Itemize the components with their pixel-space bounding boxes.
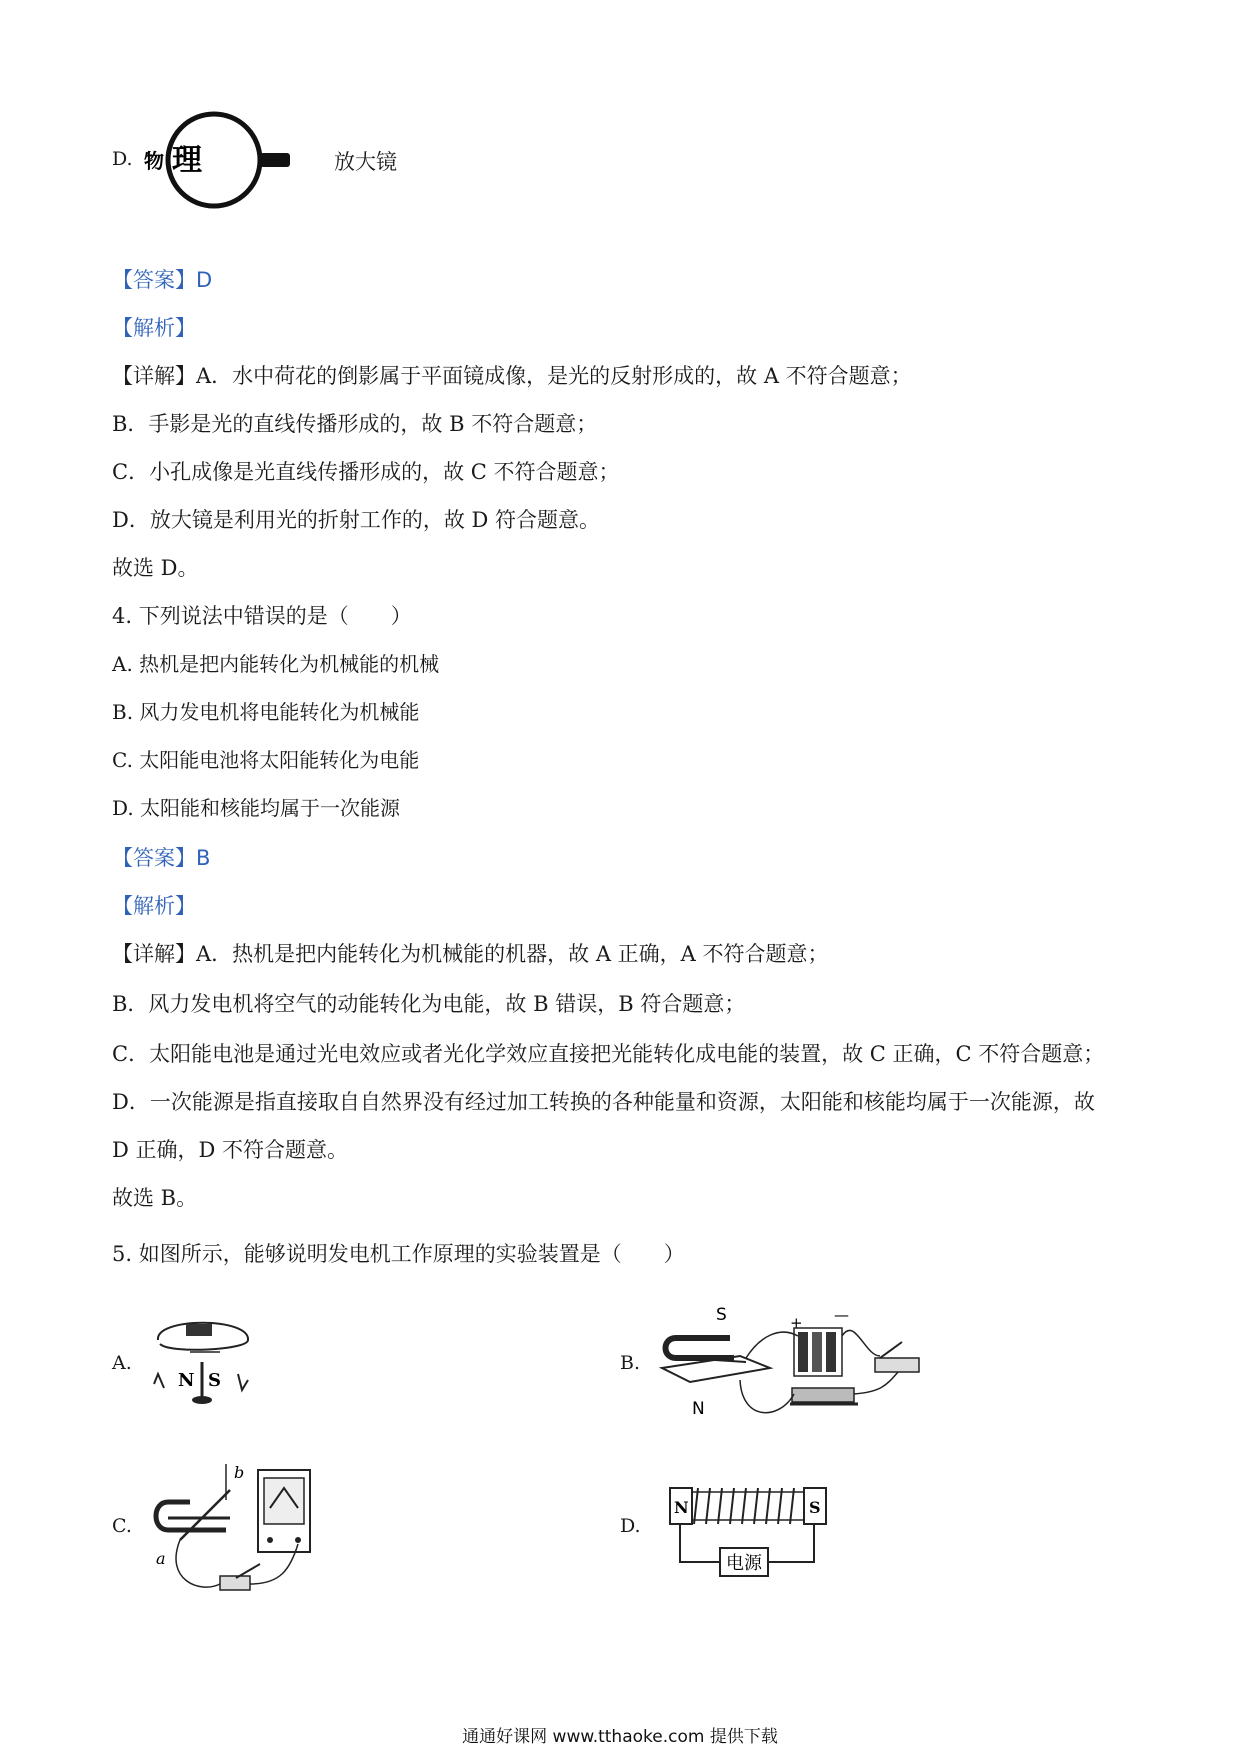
magnifier-label: 放大镜	[334, 150, 397, 174]
q3-detail-line: B．手影是光的直线传播形成的，故 B 不符合题意；	[112, 412, 598, 436]
q4-option-b: B. 风力发电机将电能转化为机械能	[112, 700, 420, 724]
magnifier-figure	[140, 110, 300, 210]
q4-option-c: C. 太阳能电池将太阳能转化为电能	[112, 748, 420, 772]
q4-detail-line: D 正确，D 不符合题意。	[112, 1138, 349, 1162]
switch-base	[220, 1576, 250, 1590]
switch-lever	[880, 1342, 902, 1358]
pole-n-label: N	[674, 1498, 689, 1517]
answer-value: D	[196, 268, 213, 292]
solenoid-coil	[694, 1488, 794, 1524]
compass-base	[192, 1396, 212, 1404]
terminal	[295, 1537, 301, 1543]
rotation-arrow-right	[238, 1374, 248, 1390]
q5-stem: 5. 如图所示，能够说明发电机工作原理的实验装置是（ ）	[112, 1242, 685, 1266]
label-b: b	[234, 1463, 245, 1482]
q3-option-d-letter: D.	[112, 148, 133, 170]
q5-figure-d	[664, 1482, 834, 1582]
magnifier-left-text: 物	[144, 149, 164, 173]
battery-cell	[798, 1332, 808, 1372]
q4-option-d: D. 太阳能和核能均属于一次能源	[112, 796, 401, 820]
wire	[842, 1330, 880, 1356]
horseshoe-magnet	[666, 1338, 735, 1358]
compass-n-label: N	[178, 1370, 195, 1391]
answer-value: B	[196, 846, 211, 870]
resistor	[186, 1324, 212, 1336]
q3-detail-line: 【详解】A．水中荷花的倒影属于平面镜成像，是光的反射形成的，故 A 不符合题意；	[112, 364, 912, 388]
detail-tag: 【详解】	[112, 942, 196, 966]
rotation-arrow-left	[154, 1374, 164, 1388]
battery-cell	[812, 1332, 822, 1372]
q3-analysis-tag: 【解析】	[112, 316, 196, 340]
wire	[746, 1332, 798, 1358]
wire	[176, 1540, 220, 1587]
pole-s-label: S	[809, 1498, 821, 1517]
answer-tag: 【答案】	[112, 846, 196, 870]
detail-tag: 【详解】	[112, 364, 196, 388]
q5-figure-c	[140, 1460, 320, 1600]
wire	[854, 1372, 898, 1394]
magnet-s-label: S	[716, 1305, 727, 1325]
answer-tag: 【答案】	[112, 268, 196, 292]
galvanometer-dial	[264, 1478, 304, 1524]
q4-detail-line: D．一次能源是指直接取自自然界没有经过加工转换的各种能量和资源，太阳能和核能均属于一次能源，故	[112, 1090, 1095, 1114]
battery-cell	[826, 1332, 836, 1372]
q3-conclusion: 故选 D。	[112, 556, 199, 580]
q5-option-a-letter: A.	[112, 1352, 132, 1374]
q4-stem: 4. 下列说法中错误的是（ ）	[112, 604, 412, 628]
label-a: a	[156, 1549, 166, 1568]
q5-option-b-letter: B.	[620, 1352, 641, 1374]
q4-option-a: A. 热机是把内能转化为机械能的机械	[112, 652, 440, 676]
q3-answer	[112, 266, 212, 294]
q4-analysis-tag: 【解析】	[112, 894, 196, 918]
terminal	[267, 1537, 273, 1543]
compass-s-label: S	[208, 1370, 221, 1391]
switch-base	[875, 1358, 919, 1372]
q4-detail-line: C．太阳能电池是通过光电效应或者光化学效应直接把光能转化成电能的装置，故 C 正确，C 不符合题意；	[112, 1042, 1105, 1066]
magnifier-lens-text: 理	[172, 143, 202, 178]
battery-minus-label: —	[834, 1306, 849, 1324]
magnifier-handle	[260, 153, 290, 167]
q4-detail-line: 【详解】A．热机是把内能转化为机械能的机器，故 A 正确，A 不符合题意；	[112, 942, 829, 966]
q3-detail-line: D．放大镜是利用光的折射工作的，故 D 符合题意。	[112, 508, 601, 532]
battery-plus-label: +	[790, 1314, 803, 1332]
magnet-n-label: N	[692, 1399, 705, 1419]
q4-detail-line: B．风力发电机将空气的动能转化为电能，故 B 错误，B 符合题意；	[112, 992, 746, 1016]
q4-answer	[112, 844, 210, 872]
q5-option-c-letter: C.	[112, 1515, 132, 1537]
q4-conclusion: 故选 B。	[112, 1186, 198, 1210]
q5-option-d-letter: D.	[620, 1515, 641, 1537]
page-footer: 通通好课网 www.tthaoke.com 提供下载	[462, 1727, 778, 1747]
power-source-label: 电源	[726, 1553, 762, 1574]
q5-figure-b	[650, 1296, 930, 1424]
q3-detail-line: C．小孔成像是光直线传播形成的，故 C 不符合题意；	[112, 460, 620, 484]
q5-figure-a	[150, 1312, 260, 1410]
rheostat	[792, 1388, 854, 1402]
wire	[740, 1380, 794, 1413]
